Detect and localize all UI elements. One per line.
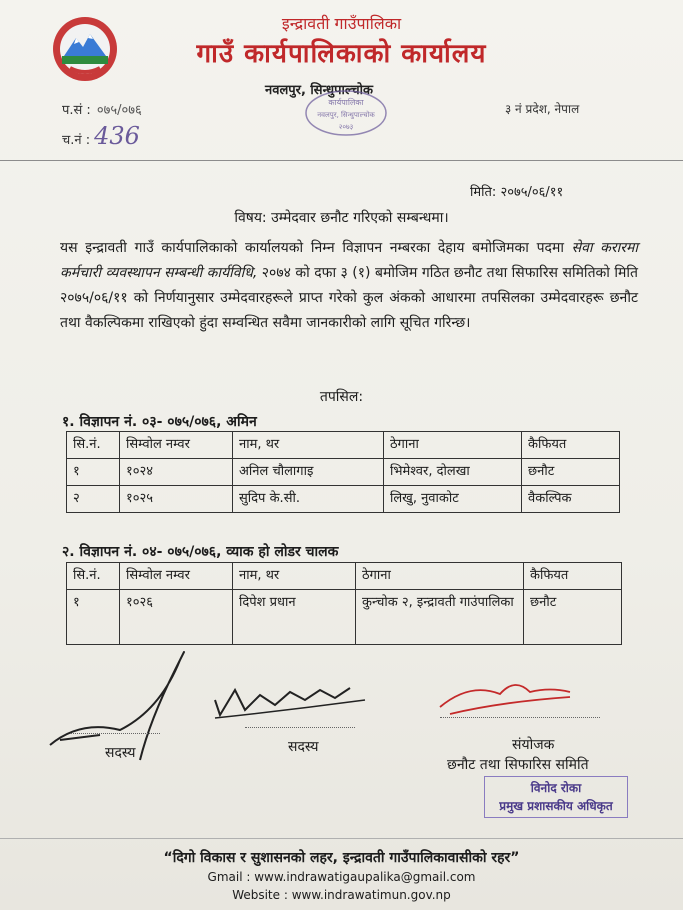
cn-label: च.नं : <box>62 133 91 148</box>
member1-label: सदस्य <box>105 745 136 761</box>
tapasil-heading: तपसिल: <box>319 389 364 405</box>
cell-symbol: १०२६ <box>120 590 233 645</box>
member1-dotted-line <box>70 733 160 734</box>
col-name: नाम, थर <box>233 432 384 459</box>
section2-title: २. विज्ञापन नं. ०४- ०७५/०७६, व्याक हो लोडर चालक <box>62 544 339 560</box>
cell-sn: १ <box>67 459 120 486</box>
committee-label: छनौट तथा सिफारिस समिति <box>447 757 589 773</box>
seal-title: प्रमुख प्रशासकीय अधिकृत <box>499 799 613 813</box>
ps-ref <box>62 100 142 118</box>
province-label: ३ नं प्रदेश, नेपाल <box>505 102 580 116</box>
letter-date <box>470 182 563 200</box>
coordinator-label: संयोजक <box>512 737 555 753</box>
footer-website: Website : www.indrawatimun.gov.np <box>232 888 451 902</box>
office-stamp <box>296 88 396 138</box>
table-header-row <box>67 563 622 590</box>
section2-table <box>66 562 622 645</box>
ps-value: ०७५/०७६ <box>96 103 142 118</box>
table-row <box>67 459 620 486</box>
table-row <box>67 486 620 513</box>
table-header-row <box>67 432 620 459</box>
footer-divider <box>0 838 683 839</box>
cell-name: अनिल चौलागाइ <box>233 459 384 486</box>
footer-motto: “दिगो विकास र सुशासनको लहर, इन्द्रावती गाउँपालिकावासीको रहर” <box>163 850 520 866</box>
col-name: नाम, थर <box>233 563 356 590</box>
seal-name: विनोद रोका <box>530 781 582 795</box>
date-label: मिति: <box>470 185 497 200</box>
footer-gmail: Gmail : www.indrawatigaupalika@gmail.com <box>207 870 476 884</box>
ps-label: प.सं : <box>62 103 91 118</box>
col-remarks: कैफियत <box>524 563 622 590</box>
member2-signature <box>210 670 370 730</box>
col-address: ठेगाना <box>384 432 522 459</box>
body-part-1: यस इन्द्रावती गाउँ कार्यपालिकाको कार्यालयको निम्न विज्ञापन नम्बरका देहाय बमोजिमका पदमा <box>60 240 572 256</box>
cn-ref <box>62 122 140 150</box>
body-italic-procedure: सेवा करारमा कर्मचारी व्यवस्थापन सम्बन्धी कार्यविधि, <box>60 240 638 281</box>
col-sn: सि.नं. <box>67 563 120 590</box>
col-sn: सि.नं. <box>67 432 120 459</box>
col-remarks: कैफियत <box>522 432 620 459</box>
letter-subject: विषय: उम्मेदवार छनौट गरिएको सम्बन्धमा। <box>234 210 449 226</box>
section1-table <box>66 431 620 513</box>
cell-symbol: १०२४ <box>120 459 233 486</box>
cell-address: लिखु, नुवाकोट <box>384 486 522 513</box>
letter-body <box>60 236 638 336</box>
member2-label: सदस्य <box>288 739 319 755</box>
header-divider <box>0 160 683 161</box>
stamp-line-3: २०७३ <box>338 123 354 131</box>
municipality-name: इन्द्रावती गाउँपालिका <box>281 14 402 33</box>
cell-sn: १ <box>67 590 120 645</box>
cell-name: सुदिप के.सी. <box>233 486 384 513</box>
office-title: गाउँ कार्यपालिकाको कार्यालय <box>196 39 487 69</box>
stamp-line-2: नवलपुर, सिन्धुपाल्चोक <box>317 111 375 119</box>
section1-title: १. विज्ञापन नं. ०३- ०७५/०७६, अमिन <box>62 414 257 430</box>
cell-symbol: १०२५ <box>120 486 233 513</box>
cell-address: भिमेश्वर, दोलखा <box>384 459 522 486</box>
body-part-2: २०७४ को दफा ३ (१) बमोजिम गठित छनौट तथा सिफारिस समितिको मिति २०७५/०६/११ को निर्णयानुसार उम्मेदवारहरूले प्राप्त गरेको कुल अंकको आधारमा तपसिलका उम्मेदवारहरू छनौट तथा वैकल्पिकमा राखिएको हुंदा सम्वन्धित सवैमा जानकारीको लागि सूचित गरिन्छ। <box>60 265 638 331</box>
cell-sn: २ <box>67 486 120 513</box>
cell-remarks: छनौट <box>522 459 620 486</box>
cell-name: दिपेश प्रधान <box>233 590 356 645</box>
cell-remarks: छनौट <box>524 590 622 645</box>
coordinator-signature <box>430 672 580 722</box>
date-value: २०७५/०६/११ <box>500 185 564 200</box>
office-location: नवलपुर, सिन्धुपाल्चोक <box>265 83 374 98</box>
cell-remarks: वैकल्पिक <box>522 486 620 513</box>
stamp-line-1: कार्यपालिका <box>328 98 364 107</box>
col-symbol: सिम्वोल नम्वर <box>120 432 233 459</box>
col-symbol: सिम्वोल नम्वर <box>120 563 233 590</box>
member2-dotted-line <box>245 727 355 728</box>
admin-officer-seal <box>484 776 628 818</box>
coordinator-dotted-line <box>440 717 600 718</box>
table-row <box>67 590 622 645</box>
cn-value: 436 <box>94 122 140 150</box>
cell-address: कुन्चोक २, इन्द्रावती गाउंपालिका <box>356 590 524 645</box>
col-address: ठेगाना <box>356 563 524 590</box>
